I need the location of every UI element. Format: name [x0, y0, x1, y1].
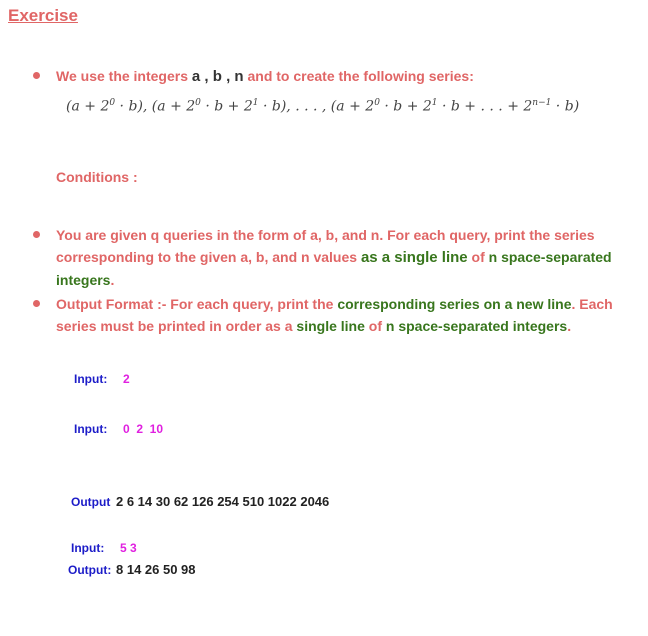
page-title: Exercise — [8, 6, 78, 25]
bullet2-part2: corresponding series on a new line — [337, 296, 572, 312]
intro-vars: a , b , n — [191, 68, 244, 85]
input3-value: 5 3 — [120, 541, 137, 555]
input2-label: Input: — [74, 422, 108, 436]
bullet2-part7: . — [567, 318, 572, 334]
bullet2-part3: . Each series must be printed in order as a — [56, 296, 613, 334]
bullet2-part1: Output Format :- For each query, print the — [56, 296, 338, 312]
output1-label: Output — [71, 495, 111, 509]
bullet2-part5: of — [364, 318, 386, 334]
bullet1-part4: n space-separated integers — [56, 249, 612, 288]
output1-value: 2 6 14 30 62 126 254 510 1022 2046 — [116, 494, 330, 509]
bullet-icon — [33, 72, 40, 79]
output2-label: Output: — [68, 563, 112, 577]
intro-suffix: and to create the following series: — [243, 68, 474, 84]
input1-value: 2 — [123, 372, 130, 386]
bullet-icon — [33, 231, 40, 238]
conditions-label: Conditions : — [56, 169, 138, 185]
bullet2-part6: n space-separated integers — [385, 318, 568, 334]
input2-value: 0 2 10 — [123, 422, 164, 436]
input3-label: Input: — [71, 541, 105, 555]
intro-text — [56, 65, 474, 88]
output2-value: 8 14 26 50 98 — [116, 562, 196, 577]
bullet-icon — [33, 300, 40, 307]
input1-label: Input: — [74, 372, 108, 386]
bullet1-part5: . — [110, 272, 115, 288]
bullet2-text — [56, 293, 616, 337]
bullet1-part2: as a single line — [360, 249, 468, 266]
bullet1-text — [56, 224, 616, 291]
series-formula: $(a + 2^0 \cdot b)$, $(a + 2^0 \cdot b + 2^1 \cdot b)$, . . . , ($a + 2^0 \cdot b + 2^1 \cdot b$ + . . . + $2^{n-1} \cdot b$) — [66, 98, 580, 115]
bullet1-part3: of — [467, 249, 489, 265]
bullet2-part4: single line — [296, 318, 365, 334]
intro-prefix: We use the integers — [56, 68, 192, 84]
bullet1-part1: You are given q queries in the form of a, b, and n. For each query, print the series corresponding to the given a, b, and n values — [56, 227, 595, 265]
